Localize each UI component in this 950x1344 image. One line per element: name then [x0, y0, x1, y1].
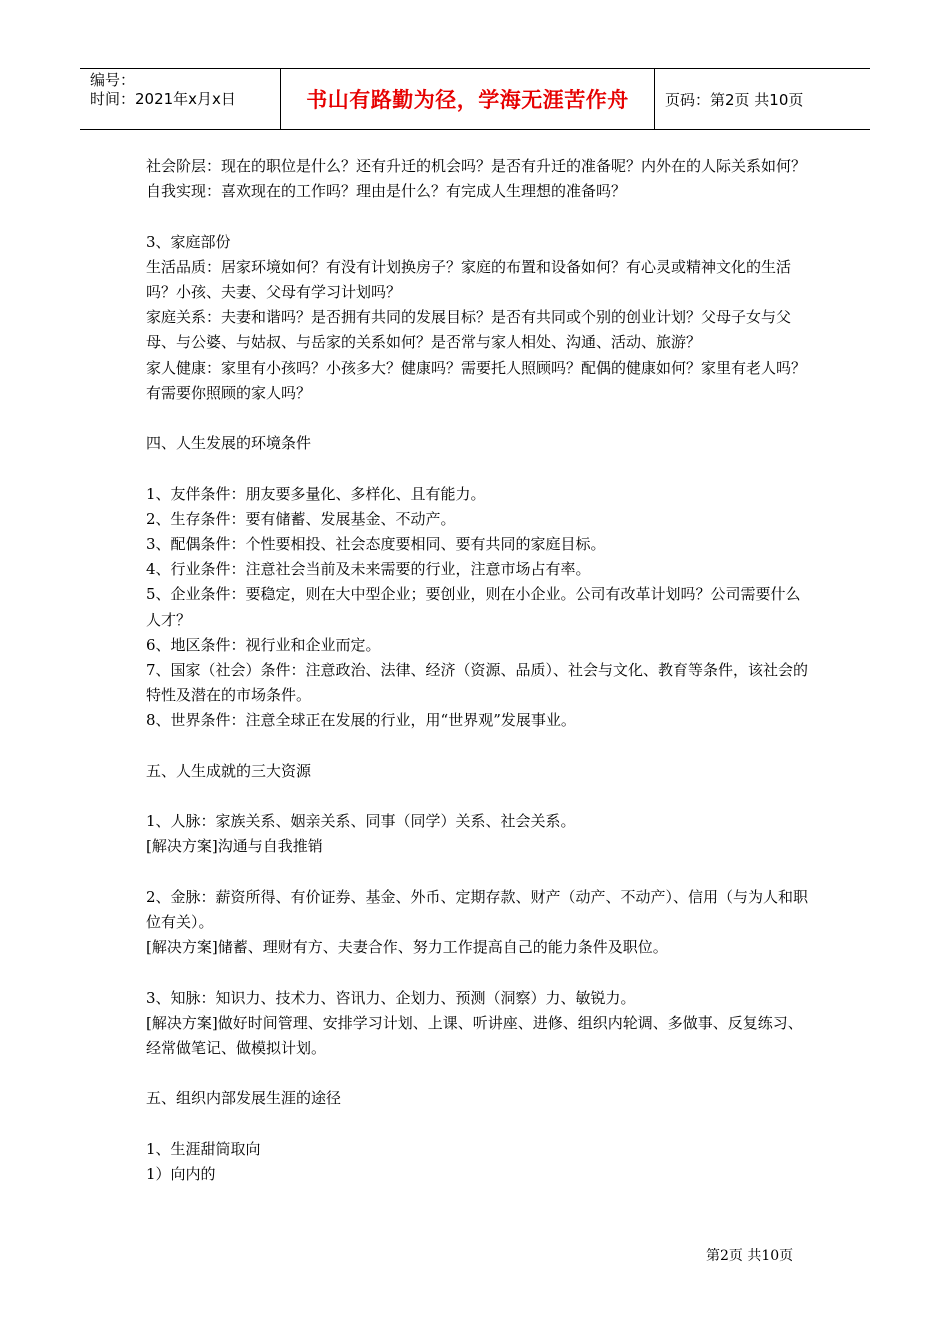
env-item: 4、行业条件：注意社会当前及未来需要的行业，注意市场占有率。 [146, 560, 591, 579]
document-body [146, 154, 810, 1187]
paragraph-family-relations: 家庭关系：夫妻和谐吗？是否拥有共同的发展目标？是否有共同或个别的创业计划？父母子女与父母、与公婆、与姑叔、与岳家的关系如何？是否常与家人相处、沟通、活动、旅游？ [146, 308, 792, 352]
resource-zhimai-solution: [解决方案]做好时间管理、安排学习计划、上课、听讲座、进修、组织内轮调、多做事、反复练习、经常做笔记、做模拟计划。 [146, 1013, 803, 1057]
page-header [80, 68, 870, 130]
paragraph-self-realization: 自我实现：喜欢现在的工作吗？理由是什么？有完成人生理想的准备吗？ [146, 182, 627, 201]
resource-renmai-solution: [解决方案]沟通与自我推销 [146, 837, 323, 856]
header-page-info: 页码：第2页 共10页 [665, 90, 804, 109]
resource-jinmai: 2、金脉：薪资所得、有价证券、基金、外币、定期存款、财产（动产、不动产）、信用（与为人和职位有关）。 [146, 887, 809, 931]
env-item: 2、生存条件：要有储蓄、发展基金、不动产。 [146, 509, 456, 528]
env-item: 5、企业条件：要稳定，则在大中型企业；要创业，则在小企业。公司有改革计划吗？公司需要什么人才？ [146, 585, 801, 629]
paragraph-family-health: 家人健康：家里有小孩吗？小孩多大？健康吗？需要托人照顾吗？配偶的健康如何？家里有老人吗？有需要你照顾的家人吗？ [146, 358, 807, 402]
section-4-title: 四、人生发展的环境条件 [146, 434, 312, 453]
env-item: 7、国家（社会）条件：注意政治、法律、经济（资源、品质）、社会与文化、教育等条件，该社会的特性及潜在的市场条件。 [146, 661, 809, 705]
section-5-title: 五、人生成就的三大资源 [146, 761, 312, 780]
document-date: 时间：2021年x月x日 [90, 90, 236, 108]
career-orientation: 1、生涯甜筒取向 [146, 1139, 261, 1158]
paragraph-social-class: 社会阶层：现在的职位是什么？还有升迁的机会吗？是否有升迁的准备呢？内外在的人际关系如何？ [146, 157, 807, 175]
career-inward: 1）向内的 [146, 1164, 216, 1183]
header-meta [80, 69, 281, 129]
page-footer: 第2页 共10页 [706, 1248, 794, 1264]
header-motto: 书山有路勤为径，学海无涯苦作舟 [281, 69, 655, 129]
resource-jinmai-solution: [解决方案]储蓄、理财有方、夫妻合作、努力工作提高自己的能力条件及职位。 [146, 938, 668, 957]
env-item: 8、世界条件：注意全球正在发展的行业，用“世界观”发展事业。 [146, 711, 576, 730]
env-item: 3、配偶条件：个性要相投、社会态度要相同、要有共同的家庭目标。 [146, 535, 606, 553]
document-number-label: 编号： [90, 71, 136, 89]
family-heading: 3、家庭部份 [146, 232, 231, 251]
resource-renmai: 1、人脉：家族关系、姻亲关系、同事（同学）关系、社会关系。 [146, 812, 576, 831]
env-item: 1、友伴条件：朋友要多量化、多样化、且有能力。 [146, 484, 486, 503]
env-item: 6、地区条件：视行业和企业而定。 [146, 635, 381, 654]
paragraph-life-quality: 生活品质：居家环境如何？有没有计划换房子？家庭的布置和设备如何？有心灵或精神文化的生活吗？小孩、夫妻、父母有学习计划吗？ [146, 257, 792, 301]
resource-zhimai: 3、知脉：知识力、技术力、咨讯力、企划力、预测（洞察）力、敏锐力。 [146, 988, 636, 1007]
section-5b-title: 五、组织内部发展生涯的途径 [146, 1089, 342, 1108]
